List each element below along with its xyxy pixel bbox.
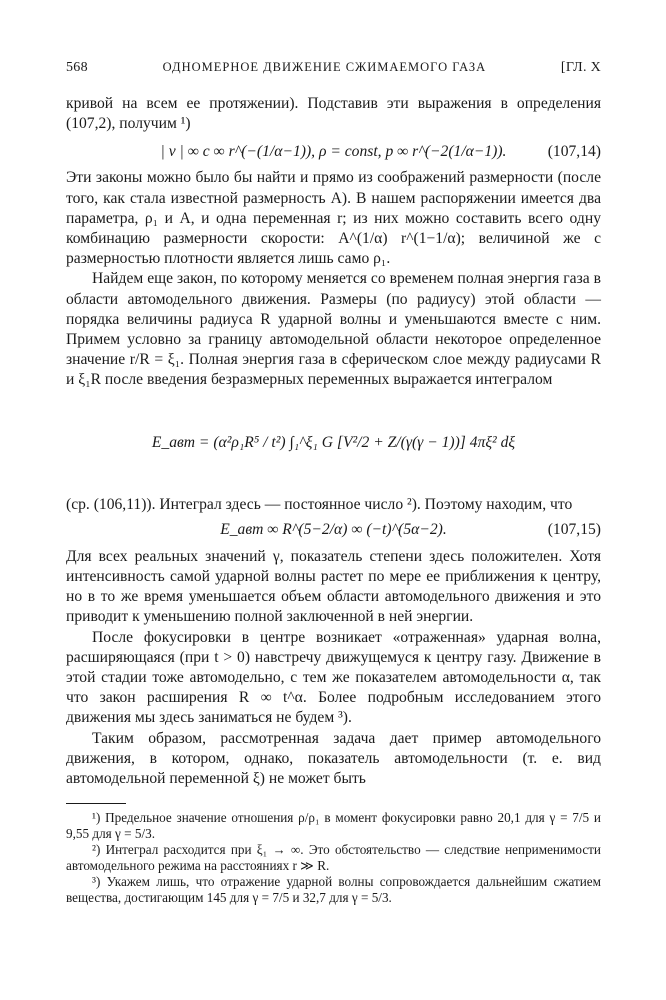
equation-text: E_авт ∞ R^(5−2/α) ∞ (−t)^(5α−2). (220, 520, 447, 538)
equation-text: | v | ∞ c ∞ r^(−(1/α−1)), ρ = const, p ∞ r^(−2(1/α−1)). (160, 143, 507, 161)
page (66, 60, 601, 906)
page-number: 568 (66, 60, 88, 75)
equation-107-15 (66, 517, 601, 543)
paragraph-2: Эти законы можно было бы найти и прямо из соображений размерности (после того, как стала известной размерность A). В нашем распоряжении имеется два параметра, ρ₁ и A, и одна переменная r; из них можно составить всего одну комбинацию размерности скорости: A^(1/α) r^(1−1/α); величиной же с размерностью плотности является лишь само ρ₁. (66, 169, 601, 268)
chapter-label: [ГЛ. X (560, 60, 601, 75)
footnote-1: ¹) Предельное значение отношения ρ/ρ₁ в момент фокусировки равно 20,1 для γ = 7/5 и 9,55 для γ = 5/3. (66, 810, 601, 842)
paragraph-3: Найдем еще закон, по которому меняется со временем полная энергия газа в области автомодельного движения. Размеры (по радиусу) этой области — порядка величины радиуса R ударной волны и уменьшаются вместе с ним. Примем условно за границу автомодельной области некоторое определенное значение r/R = ξ₁. Полная энергия газа в сферическом слое между радиусами R и ξ₁R после введения безразмерных переменных выражается интегралом (66, 270, 601, 389)
paragraph-4: (ср. (106,11)). Интеграл здесь — постоянное число ²). Поэтому находим, что (66, 495, 573, 513)
equation-number: (107,15) (547, 520, 601, 538)
page-header (66, 60, 601, 84)
paragraph-7: Таким образом, рассмотренная задача дает пример автомодельного движения, в котором, однако, показатель автомодельности (т. е. вид автомодельной переменной ξ) не может быть (66, 729, 601, 788)
equation-number: (107,14) (547, 143, 601, 161)
running-title: ОДНОМЕРНОЕ ДВИЖЕНИЕ СЖИМАЕМОГО ГАЗА (162, 60, 487, 74)
footnote-2: ²) Интеграл расходится при ξ₁ → ∞. Это обстоятельство — следствие неприменимости автомодельного режима на расстояниях r ≫ R. (66, 842, 601, 874)
equation-text: E_авт = (α²ρ₁R⁵ / t²) ∫₁^ξ₁ G [V²/2 + Z/(γ(γ − 1))] 4πξ² dξ (151, 433, 516, 451)
footnote-3: ³) Укажем лишь, что отражение ударной волны сопровождается дальнейшим сжатием вещества, достигающим 145 для γ = 7/5 и 32,7 для γ = 5/3. (66, 874, 601, 906)
equation-107-14 (66, 138, 601, 166)
equation-energy-integral (66, 395, 601, 491)
footnote-divider (66, 803, 126, 804)
paragraph-6: После фокусировки в центре возникает «отраженная» ударная волна, расширяющаяся (при t > 0) навстречу движущемуся к центру газу. Движение в этой стадии тоже автомодельно, с тем же показателем автомодельности α, так что закон расширения R ∞ t^α. Более подробным исследованием этого движения мы здесь заниматься не будем ³). (66, 628, 601, 727)
paragraph-1: кривой на всем ее протяжении). Подставив эти выражения в определения (107,2), получим ¹) (66, 95, 601, 133)
paragraph-5: Для всех реальных значений γ, показатель степени здесь положителен. Хотя интенсивность самой ударной волны растет по мере ее приближения к центру, но в то же время уменьшается объем области автомодельного движения и это приводит к уменьшению полной заключенной в ней энергии. (66, 547, 601, 626)
